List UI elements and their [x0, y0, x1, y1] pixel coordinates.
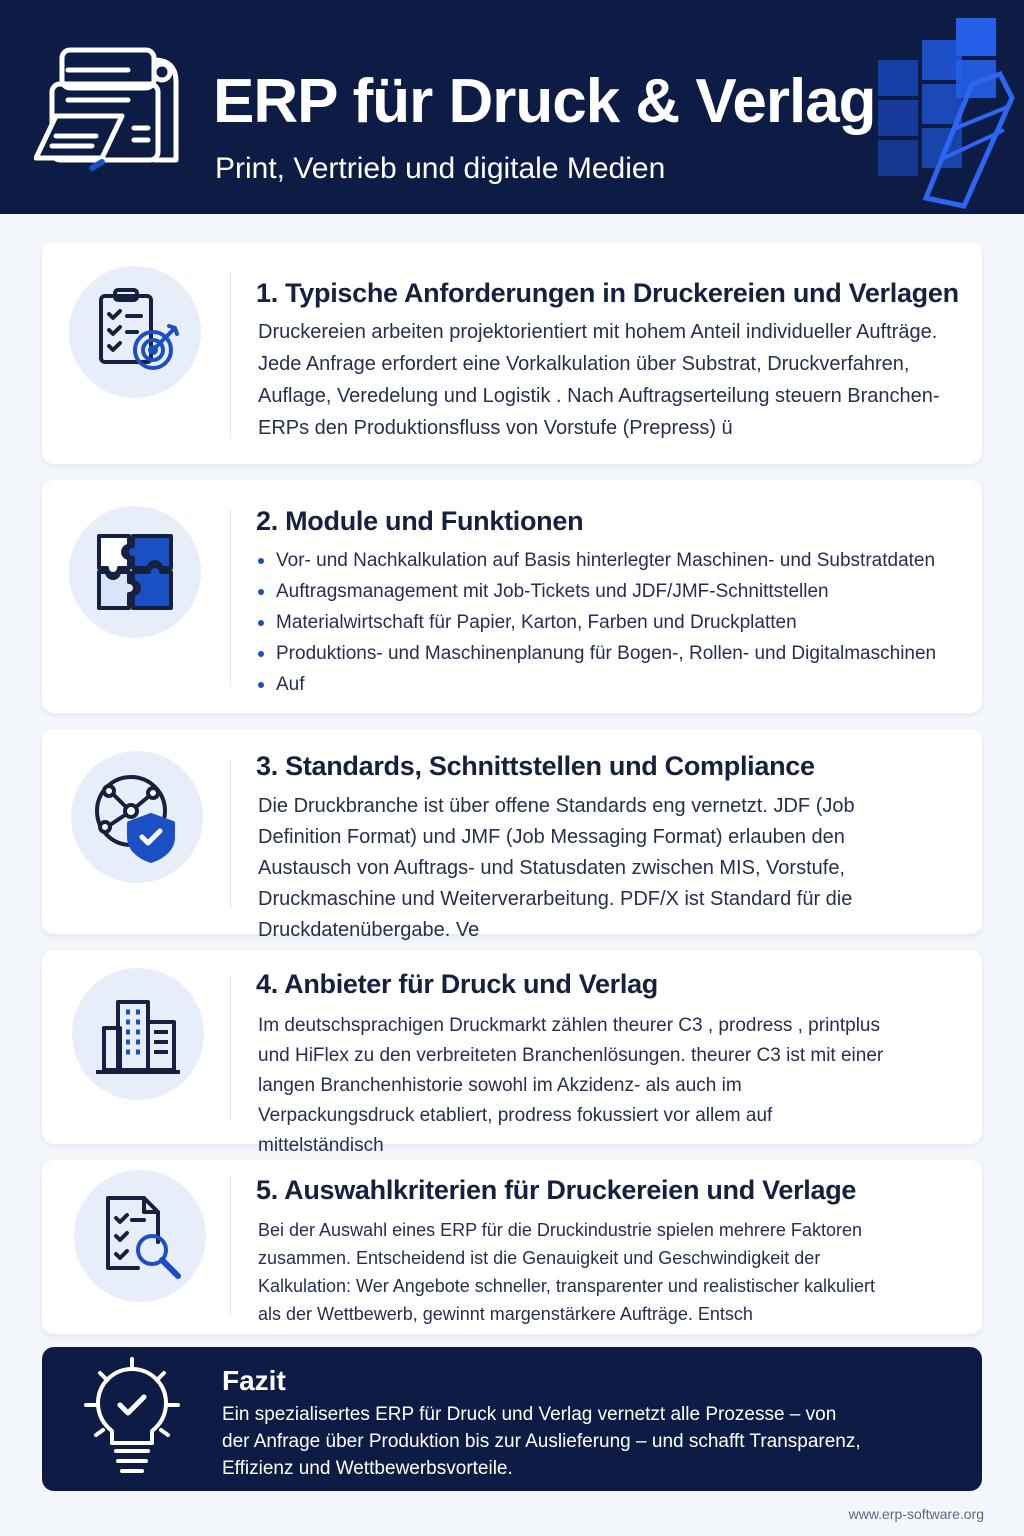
- page-title: ERP für Druck & Verlag: [213, 67, 876, 136]
- clipboard-target-icon: [89, 286, 181, 378]
- section-card-vendors: [42, 950, 982, 1156]
- buildings-icon: [92, 988, 184, 1080]
- section-card-requirements: [42, 242, 982, 464]
- section-card-standards: [42, 729, 982, 941]
- footer-url: www.erp-software.org: [848, 1506, 984, 1522]
- conclusion-text: Ein spezialisertes ERP für Druck und Verlag vernetzt alle Prozesse – von der Anfrage über Produktion bis zur Auslieferung – und schafft Transparenz, Effizienz und Wettbewerbsvorteile.: [222, 1404, 861, 1479]
- list-item: Auftragsmanagement mit Job-Tickets und JDF/JMF-Schnittstellen: [258, 576, 936, 607]
- section-text: Druckereien arbeiten projektorientiert mit hohem Anteil individueller Aufträge. Jede Anfrage erfordert eine Vorkalkulation über Substrat, Druckverfahren, Auflage, Veredelung und Logistik . Nach Auftragserteilung steuern Branchen-ERPs den Produktionsfluss von Vorstufe (Prepress) ü: [258, 321, 940, 439]
- header-banner: [0, 0, 1024, 214]
- conclusion-title: Fazit: [222, 1365, 286, 1396]
- checklist-search-icon: [94, 1190, 186, 1282]
- list-item: Produktions- und Maschinenplanung für Bogen-, Rollen- und Digitalmaschinen: [258, 638, 936, 669]
- network-shield-icon: [91, 771, 183, 863]
- puzzle-icon: [89, 526, 181, 618]
- section-title: 3. Standards, Schnittstellen und Compliance: [256, 751, 815, 781]
- section-card-modules: [42, 480, 982, 713]
- printer-icon: [34, 40, 184, 180]
- color-swatch-icon: [860, 18, 1024, 214]
- section-text: Im deutschsprachigen Druckmarkt zählen theurer C3 , prodress , printplus und HiFlex zu den verbreiteten Branchenlösungen. theurer C3 ist mit einer langen Branchenhistorie sowohl im Akzidenz- als auch im Verpackungsdruck etabliert, prodress fokussiert vor allem auf mittelständisch: [258, 1015, 884, 1156]
- section-title: 1. Typische Anforderungen in Druckereien und Verlagen: [256, 278, 959, 308]
- section-title: 4. Anbieter für Druck und Verlag: [256, 969, 658, 999]
- list-item: Vor- und Nachkalkulation auf Basis hinterlegter Maschinen- und Substratdaten: [258, 545, 936, 576]
- section-card-criteria: [42, 1160, 982, 1334]
- page-subtitle: Print, Vertrieb und digitale Medien: [215, 152, 666, 185]
- list-item: Materialwirtschaft für Papier, Karton, Farben und Druckplatten: [258, 607, 936, 638]
- section-title: 5. Auswahlkriterien für Druckereien und Verlage: [256, 1175, 857, 1205]
- list-item: Auf: [258, 669, 936, 700]
- section-text: Bei der Auswahl eines ERP für die Druckindustrie spielen mehrere Faktoren zusammen. Entscheidend ist die Genauigkeit und Geschwindigkeit der Kalkulation: Wer Angebote schneller, transparenter und realistischer kalkuliert als der Wettbewerb, gewinnt margenstärkere Aufträge. Entsch: [258, 1220, 876, 1324]
- section-text: Die Druckbranche ist über offene Standards eng vernetzt. JDF (Job Definition Format) und JMF (Job Messaging Format) erlauben den Austausch von Auftrags- und Statusdaten zwischen MIS, Vorstufe, Druckmaschine und Weiterverarbeitung. PDF/X ist Standard für die Druckdatenübergabe. Ve: [258, 795, 855, 941]
- lightbulb-icon: [82, 1353, 182, 1483]
- section-title: 2. Module und Funktionen: [256, 506, 584, 536]
- conclusion-box: [42, 1347, 982, 1491]
- module-list: [258, 545, 936, 700]
